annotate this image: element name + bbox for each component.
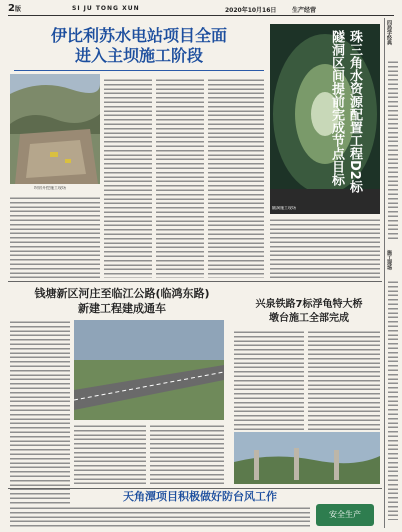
sidebar-body-bottom	[388, 280, 398, 520]
tunnel-image	[270, 24, 380, 214]
article1-title	[14, 26, 264, 66]
article3-title-line2: 新建工程建成通车	[78, 302, 166, 315]
article3-photo	[74, 320, 224, 420]
article2-caption: 隧洞施工现场	[272, 206, 296, 210]
article2-photo	[270, 24, 380, 214]
article5-title: 天角潭项目积极做好防台风工作	[123, 490, 277, 503]
article1-caption: 坝肩开挖施工现场	[34, 186, 66, 190]
article4-title-line1: 兴泉铁路7标浮龟特大桥	[255, 299, 363, 310]
article2-title-line2: 隧洞区间提前完成节点目标	[329, 30, 344, 186]
article4-body-col2	[308, 330, 380, 430]
issue-date: 2020年10月16日	[225, 7, 277, 14]
dam-site-image	[10, 74, 100, 184]
divider-bottom	[8, 488, 382, 489]
safety-badge	[316, 504, 374, 526]
page-number-value: 2	[8, 3, 15, 14]
page-header	[0, 0, 402, 22]
article3-body-col2	[74, 424, 146, 484]
article2-title-line1: 珠三角水资源配置工程D2标	[347, 30, 362, 193]
divider-mid	[8, 281, 382, 282]
article2-title	[328, 30, 362, 193]
article1-body-col2	[156, 78, 204, 278]
article4-photo	[234, 432, 380, 484]
safety-badge-text: 安全生产	[329, 510, 361, 519]
article1-body-col0	[10, 196, 100, 278]
article1-title-line1: 伊比利苏水电站项目全面	[50, 26, 227, 45]
article1-title-rule	[14, 70, 264, 71]
article1-body-col1	[104, 78, 152, 278]
section-name: 生产经营	[292, 7, 317, 14]
sidebar-subhead: 施工现场	[386, 250, 392, 270]
page-number	[8, 3, 21, 14]
highway-image	[74, 320, 224, 420]
sidebar-title: 四局学经典	[386, 20, 392, 45]
page-number-label: 版	[14, 6, 21, 13]
article3-body-col3	[150, 424, 224, 484]
article1-photo	[10, 74, 100, 184]
article4-title	[236, 298, 382, 326]
sidebar-body-top	[388, 60, 398, 240]
article5-body	[10, 506, 310, 528]
article3-title	[12, 286, 232, 316]
article4-body-col1	[234, 330, 304, 430]
bridge-image	[234, 432, 380, 484]
header-rule	[8, 15, 394, 16]
article4-title-line2: 墩台施工全部完成	[269, 313, 349, 324]
paper-name: SI JU TONG XUN	[72, 5, 140, 12]
article1-title-line2: 进入主坝施工阶段	[74, 46, 203, 65]
article3-title-line1: 钱塘新区河庄至临江公路(临鸿东路)	[34, 287, 210, 300]
article2-body-a	[270, 218, 380, 278]
article1-body-col3	[208, 78, 264, 278]
